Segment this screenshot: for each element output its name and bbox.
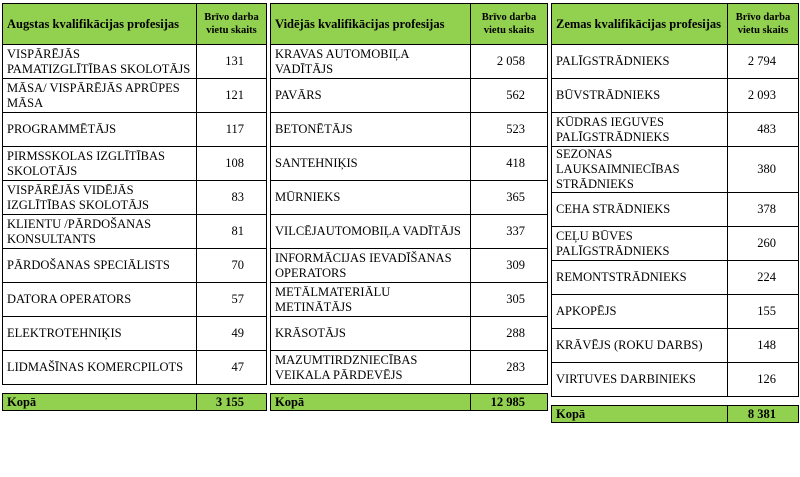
profession-cell: KŪDRAS IEGUVES PALĪGSTRĀDNIEKS [552, 113, 728, 147]
column-header-vacancies: Brīvo darba vietu skaits [728, 4, 799, 45]
column-header-profession: Zemas kvalifikācijas profesijas [552, 4, 728, 45]
profession-cell: PALĪGSTRĀDNIEKS [552, 45, 728, 79]
table-row [552, 113, 799, 147]
profession-cell: BETONĒTĀJS [271, 113, 471, 147]
table-row [3, 215, 267, 249]
vacancy-count-cell: 365 [471, 181, 548, 215]
vacancy-count-cell: 288 [471, 317, 548, 351]
profession-cell: KRAVAS AUTOMOBIĻA VADĪTĀJS [271, 45, 471, 79]
table-row [271, 317, 548, 351]
vacancy-count-cell: 2 093 [728, 79, 799, 113]
profession-cell: MĀSA/ VISPĀRĒJĀS APRŪPES MĀSA [3, 79, 197, 113]
profession-cell: PROGRAMMĒTĀJS [3, 113, 197, 147]
table-row [552, 45, 799, 79]
medium-qualification-table [270, 3, 548, 411]
profession-cell: KLIENTU /PĀRDOŠANAS KONSULTANTS [3, 215, 197, 249]
vacancy-count-cell: 121 [197, 79, 267, 113]
table-row [3, 113, 267, 147]
table-header-row [3, 4, 267, 45]
total-label: Kopā [552, 406, 728, 423]
vacancy-count-cell: 108 [197, 147, 267, 181]
vacancy-count-cell: 483 [728, 113, 799, 147]
profession-cell: VISPĀRĒJĀS VIDĒJĀS IZGLĪTĪBAS SKOLOTĀJS [3, 181, 197, 215]
spacer-row [271, 385, 548, 394]
vacancy-count-cell: 224 [728, 261, 799, 295]
profession-cell: PAVĀRS [271, 79, 471, 113]
profession-cell: PĀRDOŠANAS SPECIĀLISTS [3, 249, 197, 283]
vacancy-count-cell: 126 [728, 363, 799, 397]
table-header-row [271, 4, 548, 45]
table-row [271, 283, 548, 317]
vacancy-count-cell: 81 [197, 215, 267, 249]
vacancy-count-cell: 57 [197, 283, 267, 317]
spacer-row [3, 385, 267, 394]
table-row [552, 79, 799, 113]
low-qualification-table [551, 3, 799, 423]
spacer-row [552, 397, 799, 406]
vacancy-count-cell: 309 [471, 249, 548, 283]
vacancy-count-cell: 562 [471, 79, 548, 113]
table-header-row [552, 4, 799, 45]
vacancy-count-cell: 148 [728, 329, 799, 363]
table-row [3, 181, 267, 215]
table-row [552, 227, 799, 261]
total-value: 8 381 [728, 406, 799, 423]
vacancy-count-cell: 155 [728, 295, 799, 329]
vacancy-count-cell: 2 794 [728, 45, 799, 79]
table-row [271, 351, 548, 385]
profession-cell: VILCĒJAUTOMOBIĻA VADĪTĀJS [271, 215, 471, 249]
vacancy-count-cell: 523 [471, 113, 548, 147]
vacancy-count-cell: 47 [197, 351, 267, 385]
profession-cell: VISPĀRĒJĀS PAMATIZGLĪTĪBAS SKOLOTĀJS [3, 45, 197, 79]
table-row [552, 329, 799, 363]
vacancy-count-cell: 260 [728, 227, 799, 261]
profession-cell: CEHA STRĀDNIEKS [552, 193, 728, 227]
total-row [552, 406, 799, 423]
profession-cell: VIRTUVES DARBINIEKS [552, 363, 728, 397]
column-header-profession: Augstas kvalifikācijas profesijas [3, 4, 197, 45]
table-row [271, 45, 548, 79]
total-row [271, 394, 548, 411]
column-header-vacancies: Brīvo darba vietu skaits [197, 4, 267, 45]
profession-cell: CEĻU BŪVES PALĪGSTRĀDNIEKS [552, 227, 728, 261]
table-row [3, 79, 267, 113]
table-row [3, 249, 267, 283]
profession-cell: KRĀSOTĀJS [271, 317, 471, 351]
table-row [3, 351, 267, 385]
table-row [552, 295, 799, 329]
profession-cell: MAZUMTIRDZNIECĪBAS VEIKALA PĀRDEVĒJS [271, 351, 471, 385]
table-body [271, 4, 548, 411]
profession-cell: INFORMĀCIJAS IEVADĪŠANAS OPERATORS [271, 249, 471, 283]
profession-cell: SANTEHNIĶIS [271, 147, 471, 181]
table-row [552, 193, 799, 227]
table-row [271, 215, 548, 249]
vacancy-count-cell: 305 [471, 283, 548, 317]
profession-cell: APKOPĒJS [552, 295, 728, 329]
vacancy-count-cell: 337 [471, 215, 548, 249]
profession-cell: SEZONAS LAUKSAIMNIECĪBAS STRĀDNIEKS [552, 147, 728, 193]
profession-cell: KRĀVĒJS (ROKU DARBS) [552, 329, 728, 363]
vacancy-count-cell: 83 [197, 181, 267, 215]
vacancy-count-cell: 418 [471, 147, 548, 181]
table-row [552, 363, 799, 397]
profession-cell: MŪRNIEKS [271, 181, 471, 215]
profession-cell: LIDMAŠĪNAS KOMERCPILOTS [3, 351, 197, 385]
vacancy-count-cell: 70 [197, 249, 267, 283]
column-header-vacancies: Brīvo darba vietu skaits [471, 4, 548, 45]
table-row [552, 147, 799, 193]
table-row [552, 261, 799, 295]
column-header-profession: Vidējās kvalifikācijas profesijas [271, 4, 471, 45]
total-value: 3 155 [197, 394, 267, 411]
profession-cell: ELEKTROTEHNIĶIS [3, 317, 197, 351]
vacancy-count-cell: 131 [197, 45, 267, 79]
profession-cell: METĀLMATERIĀLU METINĀTĀJS [271, 283, 471, 317]
vacancy-count-cell: 283 [471, 351, 548, 385]
table-row [3, 283, 267, 317]
vacancy-count-cell: 49 [197, 317, 267, 351]
table-body [3, 4, 267, 411]
vacancy-count-cell: 117 [197, 113, 267, 147]
high-qualification-table [2, 3, 267, 411]
table-row [3, 45, 267, 79]
vacancy-count-cell: 2 058 [471, 45, 548, 79]
vacancy-count-cell: 380 [728, 147, 799, 193]
table-row [271, 147, 548, 181]
total-row [3, 394, 267, 411]
total-label: Kopā [3, 394, 197, 411]
total-value: 12 985 [471, 394, 548, 411]
table-row [3, 147, 267, 181]
table-body [552, 4, 799, 423]
table-row [271, 181, 548, 215]
profession-cell: BŪVSTRĀDNIEKS [552, 79, 728, 113]
profession-cell: DATORA OPERATORS [3, 283, 197, 317]
profession-cell: PIRMSSKOLAS IZGLĪTĪBAS SKOLOTĀJS [3, 147, 197, 181]
vacancy-count-cell: 378 [728, 193, 799, 227]
profession-cell: REMONTSTRĀDNIEKS [552, 261, 728, 295]
table-row [3, 317, 267, 351]
table-row [271, 113, 548, 147]
table-row [271, 79, 548, 113]
table-row [271, 249, 548, 283]
total-label: Kopā [271, 394, 471, 411]
